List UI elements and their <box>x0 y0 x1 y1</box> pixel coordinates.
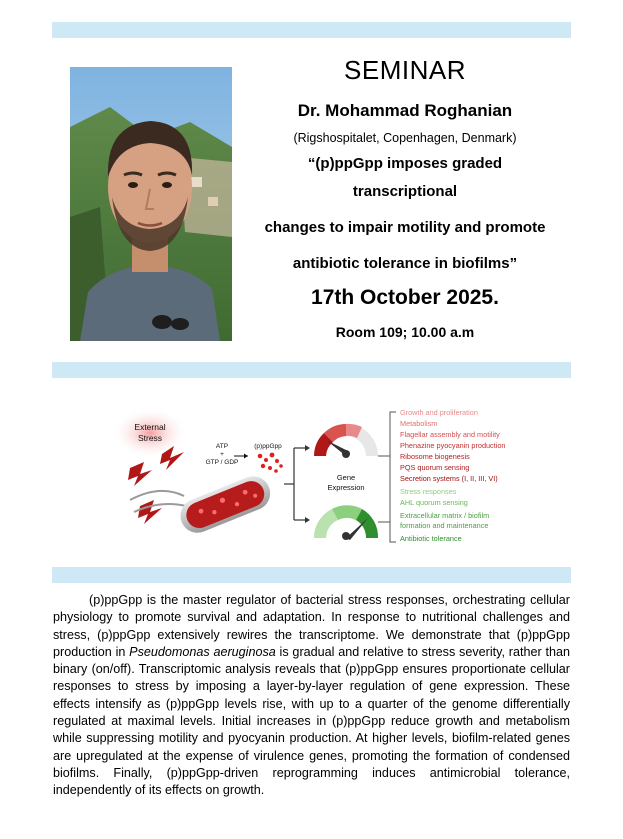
species-name: Pseudomonas aeruginosa <box>129 644 276 659</box>
down-list-item: Secretion systems (I, II, III, VI) <box>400 474 498 483</box>
abstract-text <box>53 592 570 800</box>
speaker-photo <box>70 67 232 341</box>
ppgpp-molecules <box>258 453 283 473</box>
lightning-icon <box>138 500 162 524</box>
abstract-part: (p)ppGpp is the master regulator of bacterial stress responses, orchestrating cellular physiology to promote survival and adaptation. In response to nutritional challenges and stress, (p)ppGpp extensively rewires the transcriptome. We demonstrate that (p)ppGpp production in <box>53 593 570 659</box>
talk-title-line: transcriptional <box>352 183 458 200</box>
gene-expression-label: Gene <box>336 473 356 482</box>
lightning-icon <box>128 462 152 486</box>
plus-label: + <box>220 451 224 458</box>
gauge-down-icon <box>314 424 378 458</box>
down-list-item: Ribosome biogenesis <box>400 452 470 461</box>
gauge-up-icon <box>314 505 378 540</box>
seminar-venue: Room 109; 10.00 a.m <box>335 324 475 340</box>
seminar-date: 17th October 2025. <box>311 286 499 309</box>
down-list-item: Growth and proliferation <box>400 408 478 417</box>
up-list-item: Extracellular matrix / biofilm <box>400 511 490 520</box>
speaker-affiliation: (Rigshospitalet, Copenhagen, Denmark) <box>293 131 517 145</box>
ppgpp-label: (p)ppGpp <box>254 443 282 450</box>
atp-label: ATP <box>215 443 229 450</box>
speaker-name: Dr. Mohammad Roghanian <box>297 101 513 120</box>
up-list-item: Stress responses <box>400 487 457 496</box>
seminar-heading: SEMINAR <box>344 55 466 85</box>
down-list-item: Flagellar assembly and motility <box>400 430 500 439</box>
middle-banner-bar <box>52 362 571 378</box>
abstract-part: is gradual and relative to stress severity, rather than binary (on/off). Transcriptomic analysis reveals that (p)ppGpp ensures proportionate cellular responses to stress by imposing a layer-by-layer regulation of gene expression. These effects intensify as (p)ppGpp levels rise, with up to a quarter of the genome differentially regulated at maximal levels. Initial increases in (p)ppGpp reduce growth and metabolism while suppressing motility and pyocyanin production. At higher levels, biofilm-related genes are upregulated at the expense of virulence genes, promoting the formation of condensed biofilms. Finally, (p)ppGpp-driven reprogramming induces antimicrobial tolerance, independently of its effects on growth. <box>53 644 570 798</box>
down-list-item: Metabolism <box>400 419 438 428</box>
list-bracket <box>390 412 396 542</box>
down-list-item: Phenazine pyocyanin production <box>400 441 506 450</box>
talk-title-line: changes to impair motility and promote <box>264 219 546 236</box>
down-list-item: PQS quorum sensing <box>400 463 470 472</box>
up-list-item: formation and maintenance <box>400 521 489 530</box>
gene-expression-label: Expression <box>327 483 365 492</box>
gtp-gdp-label: GTP / GDP <box>205 459 239 466</box>
stress-label: External <box>134 422 166 432</box>
up-list-item: AHL quorum sensing <box>400 498 468 507</box>
seminar-info <box>240 46 570 344</box>
up-list-item: Antibiotic tolerance <box>400 534 462 543</box>
talk-title-line: “(p)ppGpp imposes graded <box>307 155 503 172</box>
graphical-abstract <box>100 388 540 558</box>
lower-banner-bar <box>52 567 571 583</box>
talk-title-line: antibiotic tolerance in biofilms” <box>292 255 518 272</box>
top-banner-bar <box>52 22 571 38</box>
stress-label: Stress <box>137 433 163 443</box>
